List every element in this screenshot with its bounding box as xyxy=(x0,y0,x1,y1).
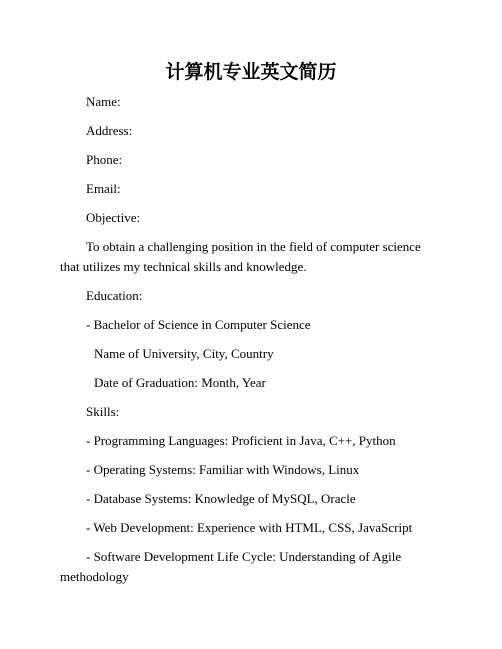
skill-item: - Database Systems: Knowledge of MySQL, Oracle xyxy=(86,491,356,506)
document-title: 计算机专业英文简历 xyxy=(165,61,337,83)
field-phone-label: Phone: xyxy=(86,152,123,167)
education-university: Name of University, City, Country xyxy=(94,346,274,361)
education-degree: - Bachelor of Science in Computer Science xyxy=(86,317,311,332)
objective-text: To obtain a challenging position in the field of computer science that utilizes my technical skills and knowledge. xyxy=(60,239,421,274)
objective-heading: Objective: xyxy=(86,210,141,225)
skill-item: - Programming Languages: Proficient in Java, C++, Python xyxy=(86,433,396,448)
skill-item: - Software Development Life Cycle: Understanding of Agile methodology xyxy=(60,549,402,584)
skill-item: - Operating Systems: Familiar with Windows, Linux xyxy=(86,462,360,477)
field-email-label: Email: xyxy=(86,181,121,196)
field-address-label: Address: xyxy=(86,123,133,138)
document-body xyxy=(60,92,432,596)
education-heading: Education: xyxy=(86,288,143,303)
field-name-label: Name: xyxy=(86,94,121,109)
education-graduation-date: Date of Graduation: Month, Year xyxy=(94,375,266,390)
skills-heading: Skills: xyxy=(86,404,120,419)
skill-item: - Web Development: Experience with HTML, CSS, JavaScript xyxy=(86,520,413,535)
